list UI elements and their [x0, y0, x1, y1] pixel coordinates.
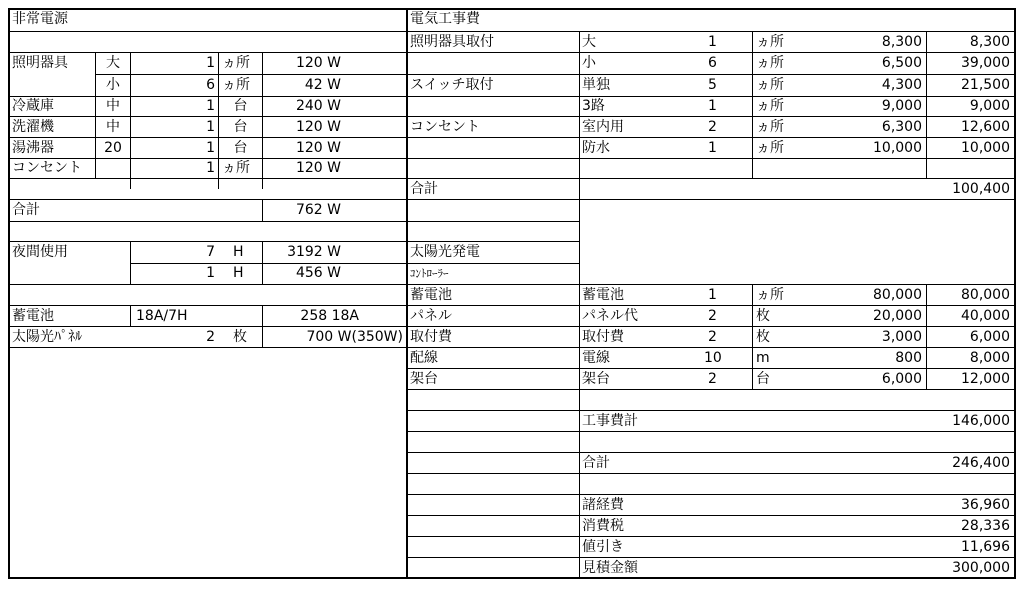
work-cat: スイッチ取付 [410, 77, 494, 93]
construction-total-amount: 146,000 [952, 413, 1010, 429]
kettle-name: 湯沸器 [12, 140, 54, 156]
right-hline [408, 305, 1014, 306]
kettle-unit: 台 [233, 140, 248, 156]
left-hline [10, 116, 406, 117]
solar-qty: 2 [708, 329, 717, 345]
work-price: 6,300 [881, 119, 922, 135]
solar-unit: 枚 [756, 329, 770, 345]
estimate-label: 見積金額 [582, 560, 638, 576]
right-hline [408, 31, 1014, 32]
right-hline [408, 263, 580, 264]
battery-name: 蓄電池 [12, 308, 54, 324]
work-qty: 1 [708, 98, 717, 114]
panel-unit: 枚 [233, 329, 247, 345]
lighting-large-size: 大 [106, 55, 120, 71]
kettle-watt: 120 W [295, 140, 341, 156]
work-item: 防水 [582, 140, 610, 156]
lighting-small-qty: 6 [206, 77, 215, 93]
right-hline [408, 137, 1014, 138]
grand-total-label: 合計 [582, 455, 610, 471]
right-hline [408, 536, 1014, 537]
night1-qty: 7 [206, 244, 215, 260]
work-qty: 5 [708, 77, 717, 93]
washer-size: 中 [106, 119, 120, 135]
solar-cat: 配線 [410, 350, 438, 366]
battery-spec: 18A/7H [136, 308, 188, 324]
left-hline [10, 326, 406, 327]
washer-watt: 120 W [295, 119, 341, 135]
outlet-unit: ヵ所 [222, 160, 250, 176]
lighting-small-size: 小 [106, 77, 120, 93]
night-label: 夜間使用 [12, 244, 68, 260]
work-qty: 1 [708, 140, 717, 156]
border-top [8, 8, 1016, 10]
right-hline [408, 557, 1014, 558]
work-item: 単独 [582, 77, 610, 93]
left-hline [10, 241, 406, 242]
right-hline [408, 96, 1014, 97]
work-unit: ヵ所 [756, 77, 784, 93]
panel-qty: 2 [206, 329, 215, 345]
fridge-qty: 1 [206, 98, 215, 114]
left-hline [95, 74, 406, 75]
fridge-size: 中 [106, 98, 120, 114]
work-price: 4,300 [881, 77, 922, 93]
work-item: 小 [582, 55, 596, 71]
solar-qty: 1 [708, 287, 717, 303]
controller-label: ｺﾝﾄﾛｰﾗｰ [410, 267, 449, 280]
right-hline [408, 52, 1014, 53]
discount-label: 値引き [582, 539, 624, 555]
right-hline [408, 515, 1014, 516]
left-hline [10, 305, 406, 306]
border-bottom [8, 577, 1016, 579]
discount-amount: 11,696 [961, 539, 1010, 555]
subtotal-amount: 100,400 [952, 181, 1010, 197]
tax-amount: 28,336 [961, 518, 1010, 534]
solar-cat: パネル [410, 308, 452, 324]
solar-cat: 架台 [410, 371, 438, 387]
expenses-amount: 36,960 [961, 497, 1010, 513]
solar-item: 蓄電池 [582, 287, 624, 303]
night1-unit: H [233, 244, 244, 260]
left-title: 非常電源 [12, 11, 68, 27]
work-cat: 照明器具取付 [410, 34, 494, 50]
left-hline [10, 221, 406, 222]
lighting-large-unit: ヵ所 [222, 55, 250, 71]
solar-price: 20,000 [873, 308, 922, 324]
border-left [8, 8, 10, 579]
grand-total-amount: 246,400 [952, 455, 1010, 471]
lighting-small-watt: 42 W [304, 77, 341, 93]
fridge-name: 冷蔵庫 [12, 98, 54, 114]
work-unit: ヵ所 [756, 140, 784, 156]
right-hline [408, 431, 1014, 432]
left-hline [10, 96, 406, 97]
right-hline [408, 158, 1014, 159]
solar-qty: 2 [708, 308, 717, 324]
right-vline [752, 284, 753, 389]
solar-cat: 取付費 [410, 329, 452, 345]
solar-amount: 12,000 [961, 371, 1010, 387]
work-amount: 21,500 [961, 77, 1010, 93]
outlet-qty: 1 [206, 160, 215, 176]
panel-name: 太陽光ﾊﾟﾈﾙ [12, 329, 82, 345]
left-total-watt: 762 W [295, 202, 341, 218]
left-hline [10, 31, 406, 32]
outlet-name: コンセント [12, 160, 82, 176]
left-total-label: 合計 [12, 202, 40, 218]
work-unit: ヵ所 [756, 55, 784, 71]
work-price: 6,500 [881, 55, 922, 71]
right-hline [408, 74, 1014, 75]
right-hline [408, 494, 1014, 495]
solar-qty: 2 [708, 371, 717, 387]
solar-amount: 8,000 [969, 350, 1010, 366]
solar-label: 太陽光発電 [410, 244, 480, 260]
solar-cat: 蓄電池 [410, 287, 452, 303]
outlet-watt: 120 W [295, 160, 341, 176]
fridge-watt: 240 W [295, 98, 341, 114]
kettle-qty: 1 [206, 140, 215, 156]
solar-unit: m [756, 350, 770, 366]
right-hline [408, 368, 1014, 369]
battery-value: 258 18A [300, 308, 359, 324]
solar-price: 3,000 [881, 329, 922, 345]
right-hline [408, 452, 1014, 453]
solar-unit: 台 [756, 371, 770, 387]
solar-unit: ヵ所 [756, 287, 784, 303]
right-hline [408, 221, 580, 222]
solar-price: 800 [895, 350, 922, 366]
solar-amount: 40,000 [961, 308, 1010, 324]
left-hline [10, 199, 406, 200]
washer-unit: 台 [233, 119, 248, 135]
kettle-size: 20 [104, 140, 122, 156]
right-hline [408, 178, 1014, 179]
solar-qty: 10 [704, 350, 722, 366]
solar-item: 電線 [582, 350, 610, 366]
right-title: 電気工事費 [410, 11, 480, 27]
work-item: 大 [582, 34, 596, 50]
solar-item: 取付費 [582, 329, 624, 345]
left-vline [130, 305, 131, 326]
lighting-large-qty: 1 [206, 55, 215, 71]
work-unit: ヵ所 [756, 119, 784, 135]
left-hline [10, 284, 406, 285]
solar-unit: 枚 [756, 308, 770, 324]
construction-total-label: 工事費計 [582, 413, 638, 429]
solar-item: パネル代 [582, 308, 638, 324]
work-amount: 39,000 [961, 55, 1010, 71]
left-hline [10, 137, 406, 138]
work-amount: 10,000 [961, 140, 1010, 156]
washer-name: 洗濯機 [12, 119, 54, 135]
solar-price: 80,000 [873, 287, 922, 303]
right-vline [926, 31, 927, 178]
left-hline [10, 52, 406, 53]
fridge-unit: 台 [233, 98, 248, 114]
right-vline [926, 284, 927, 389]
work-amount: 8,300 [969, 34, 1010, 50]
tax-label: 消費税 [582, 518, 624, 534]
estimate-amount: 300,000 [952, 560, 1010, 576]
solar-amount: 6,000 [969, 329, 1010, 345]
right-hline [408, 199, 1014, 200]
lighting-small-unit: ヵ所 [222, 77, 250, 93]
left-hline [10, 178, 406, 179]
right-hline [408, 241, 580, 242]
work-price: 10,000 [873, 140, 922, 156]
night2-unit: H [233, 265, 244, 281]
work-unit: ヵ所 [756, 34, 784, 50]
subtotal-label: 合計 [410, 181, 438, 197]
work-amount: 12,600 [961, 119, 1010, 135]
right-hline [408, 326, 1014, 327]
work-amount: 9,000 [969, 98, 1010, 114]
right-vline [752, 31, 753, 178]
right-hline [408, 389, 1014, 390]
right-hline [408, 347, 1014, 348]
night2-watt: 456 W [295, 265, 341, 281]
solar-price: 6,000 [881, 371, 922, 387]
work-qty: 2 [708, 119, 717, 135]
left-hline [10, 347, 406, 348]
panel-watt: 700 W(350W) [306, 329, 403, 345]
work-price: 8,300 [881, 34, 922, 50]
right-hline [408, 116, 1014, 117]
night2-qty: 1 [206, 265, 215, 281]
solar-item: 架台 [582, 371, 610, 387]
right-hline [408, 284, 1014, 285]
right-hline [408, 473, 1014, 474]
work-item: 3路 [582, 98, 605, 114]
washer-qty: 1 [206, 119, 215, 135]
lighting-label: 照明器具 [12, 55, 68, 71]
work-cat: コンセント [410, 119, 480, 135]
work-unit: ヵ所 [756, 98, 784, 114]
lighting-large-watt: 120 W [295, 55, 341, 71]
work-price: 9,000 [881, 98, 922, 114]
right-vline [579, 31, 580, 577]
expenses-label: 諸経費 [582, 497, 624, 513]
work-qty: 1 [708, 34, 717, 50]
border-right [1014, 8, 1016, 579]
solar-amount: 80,000 [961, 287, 1010, 303]
work-item: 室内用 [582, 119, 624, 135]
work-qty: 6 [708, 55, 717, 71]
left-hline [130, 263, 406, 264]
left-hline [10, 158, 406, 159]
night1-watt: 3192 W [287, 244, 341, 260]
right-hline [408, 410, 1014, 411]
